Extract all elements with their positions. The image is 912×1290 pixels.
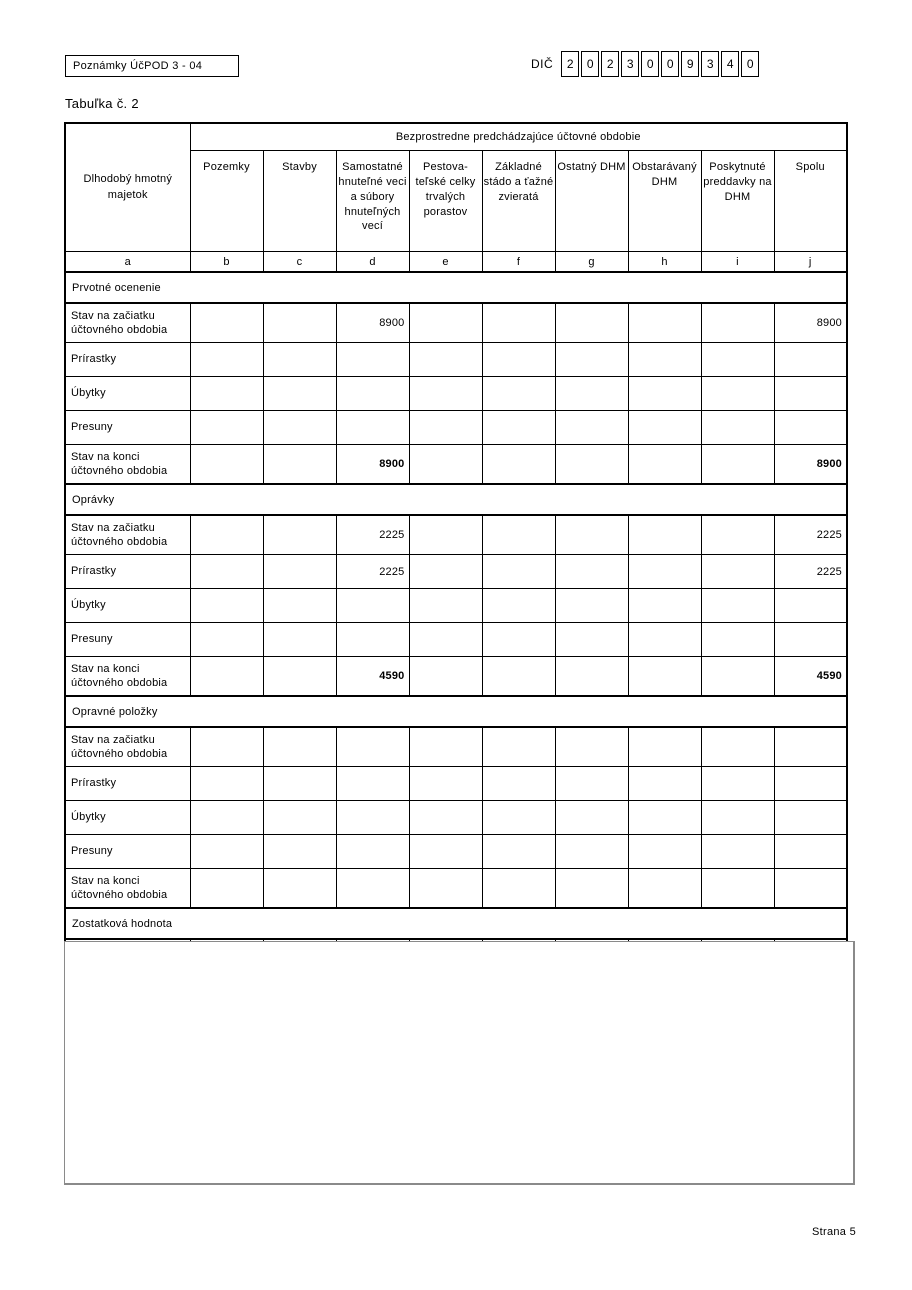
value-cell-i — [701, 555, 774, 589]
value-cell-b — [190, 555, 263, 589]
value-cell-h — [628, 801, 701, 835]
value-cell-j — [774, 835, 847, 869]
section-header-row — [65, 272, 847, 303]
row-label: Stav na začiatku účtovného obdobia — [65, 727, 190, 767]
value-cell-d: 2225 — [336, 515, 409, 555]
value-cell-d: 4590 — [336, 657, 409, 697]
value-cell-d — [336, 869, 409, 909]
value-cell-d: 8900 — [336, 445, 409, 485]
column-header-g: Ostatný DHM — [555, 151, 628, 252]
value-cell-e — [409, 445, 482, 485]
value-cell-g — [555, 767, 628, 801]
value-cell-g — [555, 377, 628, 411]
column-letter-e: e — [409, 252, 482, 273]
value-cell-j — [774, 411, 847, 445]
value-cell-c — [263, 515, 336, 555]
section-header-row — [65, 908, 847, 939]
value-cell-h — [628, 623, 701, 657]
value-cell-b — [190, 801, 263, 835]
value-cell-j — [774, 589, 847, 623]
value-cell-e — [409, 555, 482, 589]
row-label: Stav na začiatku účtovného obdobia — [65, 515, 190, 555]
form-id-box: Poznámky ÚčPOD 3 - 04 — [65, 55, 239, 77]
value-cell-j — [774, 767, 847, 801]
value-cell-i — [701, 657, 774, 697]
value-cell-d — [336, 727, 409, 767]
value-cell-h — [628, 727, 701, 767]
value-cell-f — [482, 303, 555, 343]
value-cell-i — [701, 869, 774, 909]
value-cell-i — [701, 445, 774, 485]
row-label: Stav na konci účtovného obdobia — [65, 445, 190, 485]
row-label: Prírastky — [65, 767, 190, 801]
value-cell-f — [482, 343, 555, 377]
row-label: Úbytky — [65, 801, 190, 835]
column-header-i: Poskytnuté preddavky na DHM — [701, 151, 774, 252]
value-cell-f — [482, 657, 555, 697]
value-cell-h — [628, 555, 701, 589]
value-cell-e — [409, 303, 482, 343]
column-letter-j: j — [774, 252, 847, 273]
dic-digit-box: 4 — [721, 51, 739, 77]
value-cell-e — [409, 343, 482, 377]
value-cell-g — [555, 869, 628, 909]
value-cell-h — [628, 343, 701, 377]
column-letter-b: b — [190, 252, 263, 273]
value-cell-g — [555, 623, 628, 657]
value-cell-j: 8900 — [774, 303, 847, 343]
value-cell-e — [409, 515, 482, 555]
value-cell-e — [409, 869, 482, 909]
value-cell-c — [263, 657, 336, 697]
value-cell-e — [409, 657, 482, 697]
value-cell-c — [263, 303, 336, 343]
value-cell-j — [774, 343, 847, 377]
value-cell-g — [555, 445, 628, 485]
value-cell-j — [774, 623, 847, 657]
row-label: Presuny — [65, 835, 190, 869]
dic-digit-box: 2 — [601, 51, 619, 77]
value-cell-g — [555, 303, 628, 343]
value-cell-g — [555, 343, 628, 377]
value-cell-b — [190, 589, 263, 623]
table-row — [65, 727, 847, 767]
page-number: Strana 5 — [812, 1226, 856, 1238]
value-cell-d — [336, 377, 409, 411]
value-cell-h — [628, 869, 701, 909]
value-cell-j — [774, 801, 847, 835]
row-label: Prírastky — [65, 343, 190, 377]
column-header-j: Spolu — [774, 151, 847, 252]
section-title: Prvotné ocenenie — [65, 272, 847, 303]
value-cell-c — [263, 411, 336, 445]
value-cell-i — [701, 801, 774, 835]
value-cell-h — [628, 589, 701, 623]
value-cell-c — [263, 767, 336, 801]
column-header-b: Pozemky — [190, 151, 263, 252]
column-header-f: Základné stádo a ťažné zvieratá — [482, 151, 555, 252]
section-title: Zostatková hodnota — [65, 908, 847, 939]
value-cell-e — [409, 589, 482, 623]
value-cell-e — [409, 767, 482, 801]
value-cell-i — [701, 727, 774, 767]
value-cell-g — [555, 657, 628, 697]
value-cell-c — [263, 727, 336, 767]
value-cell-f — [482, 377, 555, 411]
value-cell-h — [628, 411, 701, 445]
value-cell-i — [701, 343, 774, 377]
value-cell-i — [701, 515, 774, 555]
column-letter-c: c — [263, 252, 336, 273]
column-letter-f: f — [482, 252, 555, 273]
value-cell-d: 2225 — [336, 555, 409, 589]
column-header-h: Obstarávaný DHM — [628, 151, 701, 252]
table-row — [65, 767, 847, 801]
section-header-row — [65, 484, 847, 515]
table-row — [65, 555, 847, 589]
value-cell-h — [628, 303, 701, 343]
value-cell-j — [774, 869, 847, 909]
dic-digit-box: 9 — [681, 51, 699, 77]
value-cell-i — [701, 767, 774, 801]
value-cell-h — [628, 377, 701, 411]
column-header-d: Samostatné hnuteľné veci a súbory hnuteľných vecí — [336, 151, 409, 252]
value-cell-d — [336, 835, 409, 869]
value-cell-j: 4590 — [774, 657, 847, 697]
value-cell-c — [263, 555, 336, 589]
dic-digit-boxes — [561, 51, 759, 77]
value-cell-f — [482, 727, 555, 767]
row-label: Prírastky — [65, 555, 190, 589]
table-caption: Tabuľka č. 2 — [65, 96, 139, 111]
table-row — [65, 589, 847, 623]
row-label: Stav na konci účtovného obdobia — [65, 869, 190, 909]
column-letter-h: h — [628, 252, 701, 273]
value-cell-b — [190, 303, 263, 343]
value-cell-g — [555, 515, 628, 555]
row-label: Úbytky — [65, 589, 190, 623]
value-cell-b — [190, 445, 263, 485]
table-row — [65, 377, 847, 411]
table-row — [65, 835, 847, 869]
value-cell-c — [263, 801, 336, 835]
dic-digit-box: 0 — [661, 51, 679, 77]
value-cell-i — [701, 303, 774, 343]
value-cell-h — [628, 657, 701, 697]
column-letter-i: i — [701, 252, 774, 273]
table-row — [65, 303, 847, 343]
value-cell-c — [263, 623, 336, 657]
dic-label: DIČ — [531, 57, 554, 71]
period-header-cell: Bezprostredne predchádzajúce účtovné obdobie — [190, 123, 847, 151]
table-row — [65, 445, 847, 485]
value-cell-j: 2225 — [774, 515, 847, 555]
value-cell-f — [482, 589, 555, 623]
value-cell-g — [555, 411, 628, 445]
row-label: Presuny — [65, 411, 190, 445]
value-cell-f — [482, 623, 555, 657]
dhm-table — [64, 122, 848, 1019]
value-cell-b — [190, 767, 263, 801]
value-cell-i — [701, 589, 774, 623]
value-cell-e — [409, 377, 482, 411]
value-cell-f — [482, 835, 555, 869]
value-cell-i — [701, 835, 774, 869]
value-cell-c — [263, 869, 336, 909]
value-cell-j — [774, 377, 847, 411]
dic-digit-box: 0 — [741, 51, 759, 77]
row-label: Presuny — [65, 623, 190, 657]
value-cell-c — [263, 835, 336, 869]
row-label: Stav na začiatku účtovného obdobia — [65, 303, 190, 343]
value-cell-b — [190, 411, 263, 445]
column-letter-d: d — [336, 252, 409, 273]
table-row — [65, 515, 847, 555]
value-cell-f — [482, 767, 555, 801]
value-cell-b — [190, 727, 263, 767]
row-label: Stav na konci účtovného obdobia — [65, 657, 190, 697]
value-cell-h — [628, 515, 701, 555]
column-letter-a: a — [65, 252, 190, 273]
dic-digit-box: 0 — [581, 51, 599, 77]
value-cell-d — [336, 623, 409, 657]
value-cell-g — [555, 727, 628, 767]
value-cell-b — [190, 377, 263, 411]
value-cell-e — [409, 801, 482, 835]
value-cell-e — [409, 727, 482, 767]
value-cell-g — [555, 835, 628, 869]
value-cell-e — [409, 411, 482, 445]
value-cell-d — [336, 411, 409, 445]
value-cell-h — [628, 835, 701, 869]
table-row — [65, 623, 847, 657]
value-cell-f — [482, 801, 555, 835]
value-cell-g — [555, 589, 628, 623]
value-cell-b — [190, 657, 263, 697]
notes-area — [64, 941, 855, 1185]
value-cell-f — [482, 515, 555, 555]
value-cell-h — [628, 767, 701, 801]
value-cell-d — [336, 801, 409, 835]
table-row — [65, 801, 847, 835]
section-header-row — [65, 696, 847, 727]
column-header-e: Pestova- teľské celky trvalých porastov — [409, 151, 482, 252]
column-letter-g: g — [555, 252, 628, 273]
value-cell-c — [263, 445, 336, 485]
value-cell-c — [263, 377, 336, 411]
table-row — [65, 657, 847, 697]
dic-digit-box: 3 — [701, 51, 719, 77]
dic-digit-box: 0 — [641, 51, 659, 77]
value-cell-d — [336, 589, 409, 623]
value-cell-i — [701, 411, 774, 445]
value-cell-j: 8900 — [774, 445, 847, 485]
value-cell-j — [774, 727, 847, 767]
table-row — [65, 869, 847, 909]
value-cell-e — [409, 623, 482, 657]
dic-field — [531, 51, 759, 77]
value-cell-i — [701, 623, 774, 657]
value-cell-h — [628, 445, 701, 485]
value-cell-f — [482, 555, 555, 589]
value-cell-b — [190, 623, 263, 657]
value-cell-b — [190, 869, 263, 909]
row-header-cell: Dlhodobý hmotný majetok — [65, 123, 190, 252]
value-cell-c — [263, 589, 336, 623]
table-row — [65, 411, 847, 445]
section-title: Oprávky — [65, 484, 847, 515]
row-label: Úbytky — [65, 377, 190, 411]
value-cell-c — [263, 343, 336, 377]
column-letter-row — [65, 252, 847, 273]
value-cell-b — [190, 835, 263, 869]
value-cell-j: 2225 — [774, 555, 847, 589]
value-cell-f — [482, 869, 555, 909]
value-cell-d — [336, 767, 409, 801]
value-cell-d — [336, 343, 409, 377]
value-cell-b — [190, 515, 263, 555]
dic-digit-box: 3 — [621, 51, 639, 77]
value-cell-g — [555, 801, 628, 835]
value-cell-b — [190, 343, 263, 377]
dic-digit-box: 2 — [561, 51, 579, 77]
value-cell-f — [482, 411, 555, 445]
table-header-row-1 — [65, 123, 847, 151]
column-header-c: Stavby — [263, 151, 336, 252]
value-cell-g — [555, 555, 628, 589]
value-cell-i — [701, 377, 774, 411]
section-title: Opravné položky — [65, 696, 847, 727]
value-cell-d: 8900 — [336, 303, 409, 343]
value-cell-f — [482, 445, 555, 485]
value-cell-e — [409, 835, 482, 869]
table-row — [65, 343, 847, 377]
